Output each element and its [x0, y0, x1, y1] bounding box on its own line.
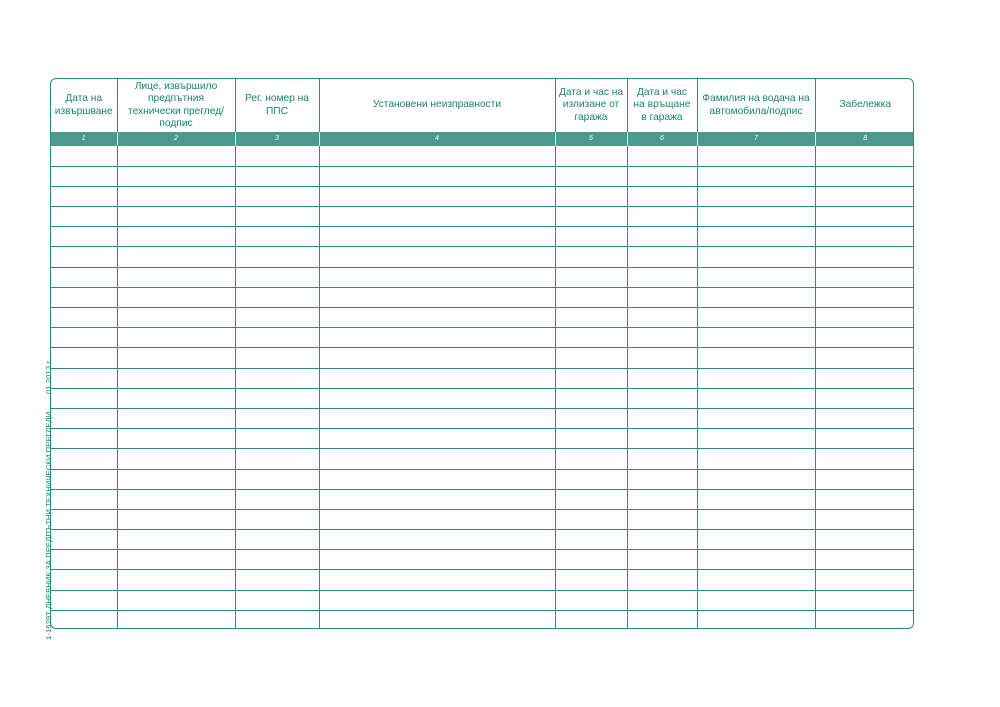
table-cell: [555, 146, 627, 166]
table-cell: [627, 388, 697, 408]
table-cell: [235, 408, 319, 428]
table-cell: [697, 207, 815, 227]
table-cell: [555, 267, 627, 287]
table-cell: [815, 186, 914, 206]
table-cell: [319, 530, 555, 550]
table-cell: [51, 247, 117, 267]
table-cell: [555, 247, 627, 267]
table-cell: [319, 328, 555, 348]
table-cell: [117, 550, 235, 570]
table-cell: [627, 449, 697, 469]
col-number-4: 4: [319, 132, 555, 146]
table-cell: [697, 287, 815, 307]
table-cell: [235, 348, 319, 368]
table-cell: [51, 489, 117, 509]
table-cell: [697, 267, 815, 287]
table-row: [51, 247, 914, 267]
col-header-departure: Дата и час на излизане от гаража: [555, 79, 627, 132]
table-cell: [117, 146, 235, 166]
table-cell: [319, 287, 555, 307]
table-cell: [697, 328, 815, 348]
table-cell: [51, 348, 117, 368]
table-cell: [51, 207, 117, 227]
table-row: [51, 429, 914, 449]
table-row: [51, 287, 914, 307]
table-cell: [815, 449, 914, 469]
table-cell: [235, 570, 319, 590]
col-header-defects: Установени неизправности: [319, 79, 555, 132]
table-cell: [51, 388, 117, 408]
table-cell: [117, 207, 235, 227]
table-row: [51, 570, 914, 590]
table-cell: [627, 287, 697, 307]
table-cell: [555, 469, 627, 489]
table-cell: [627, 610, 697, 629]
table-cell: [555, 530, 627, 550]
table-cell: [555, 166, 627, 186]
table-cell: [627, 267, 697, 287]
table-cell: [51, 449, 117, 469]
log-entry-rows: [51, 146, 914, 629]
table-cell: [697, 227, 815, 247]
table-cell: [815, 509, 914, 529]
table-cell: [627, 247, 697, 267]
table-cell: [117, 247, 235, 267]
table-cell: [51, 227, 117, 247]
table-cell: [235, 267, 319, 287]
table-cell: [51, 429, 117, 449]
table-cell: [555, 388, 627, 408]
table-cell: [555, 348, 627, 368]
log-table-frame: [50, 78, 914, 629]
table-cell: [697, 348, 815, 368]
table-cell: [319, 429, 555, 449]
table-cell: [235, 166, 319, 186]
table-cell: [235, 489, 319, 509]
table-cell: [117, 570, 235, 590]
table-cell: [319, 610, 555, 629]
table-cell: [697, 308, 815, 328]
table-cell: [697, 146, 815, 166]
table-cell: [51, 408, 117, 428]
table-cell: [697, 550, 815, 570]
table-cell: [117, 227, 235, 247]
table-row: [51, 328, 914, 348]
table-cell: [319, 308, 555, 328]
table-row: [51, 469, 914, 489]
table-cell: [697, 590, 815, 610]
table-cell: [117, 348, 235, 368]
col-number-6: 6: [627, 132, 697, 146]
table-row: [51, 550, 914, 570]
table-cell: [555, 227, 627, 247]
table-cell: [815, 207, 914, 227]
table-cell: [51, 530, 117, 550]
table-cell: [815, 166, 914, 186]
table-cell: [51, 287, 117, 307]
table-row: [51, 449, 914, 469]
table-cell: [815, 227, 914, 247]
table-cell: [235, 368, 319, 388]
col-header-date: Дата на извършване: [54, 93, 113, 117]
table-cell: [117, 287, 235, 307]
table-cell: [555, 308, 627, 328]
table-cell: [815, 469, 914, 489]
table-cell: [319, 570, 555, 590]
table-cell: [627, 308, 697, 328]
table-row: [51, 186, 914, 206]
table-cell: [627, 207, 697, 227]
table-cell: [117, 509, 235, 529]
table-cell: [51, 166, 117, 186]
table-cell: [697, 186, 815, 206]
table-cell: [627, 570, 697, 590]
table-cell: [815, 489, 914, 509]
table-cell: [555, 368, 627, 388]
table-cell: [555, 509, 627, 529]
table-cell: [697, 489, 815, 509]
table-cell: [697, 449, 815, 469]
table-cell: [555, 328, 627, 348]
table-cell: [319, 509, 555, 529]
table-cell: [697, 469, 815, 489]
table-cell: [235, 207, 319, 227]
table-cell: [815, 267, 914, 287]
table-cell: [117, 429, 235, 449]
table-cell: [555, 610, 627, 629]
form-date-label: 01.2013 г.: [44, 359, 53, 394]
table-cell: [697, 610, 815, 629]
table-cell: [555, 489, 627, 509]
table-cell: [627, 186, 697, 206]
table-cell: [627, 348, 697, 368]
table-cell: [697, 368, 815, 388]
table-cell: [235, 530, 319, 550]
table-row: [51, 610, 914, 629]
table-cell: [627, 590, 697, 610]
table-cell: [51, 146, 117, 166]
table-cell: [235, 429, 319, 449]
table-cell: [815, 146, 914, 166]
table-cell: [627, 530, 697, 550]
table-row: [51, 166, 914, 186]
table-cell: [815, 287, 914, 307]
table-cell: [235, 146, 319, 166]
table-cell: [319, 368, 555, 388]
col-header-reg-number: Рег. номер на ППС: [235, 79, 319, 132]
col-header-return: Дата и час на връщане в гаража: [627, 79, 697, 132]
table-cell: [815, 429, 914, 449]
table-row: [51, 388, 914, 408]
table-row: [51, 509, 914, 529]
table-cell: [235, 469, 319, 489]
table-cell: [815, 570, 914, 590]
table-cell: [117, 267, 235, 287]
col-number-2: 2: [117, 132, 235, 146]
table-cell: [235, 186, 319, 206]
table-cell: [627, 489, 697, 509]
table-row: [51, 489, 914, 509]
table-cell: [117, 590, 235, 610]
table-cell: [555, 207, 627, 227]
table-cell: [51, 186, 117, 206]
table-row: [51, 348, 914, 368]
table-cell: [51, 509, 117, 529]
column-header-row: [51, 79, 914, 132]
table-cell: [319, 207, 555, 227]
table-cell: [627, 550, 697, 570]
inspection-log-table: [51, 79, 914, 629]
table-cell: [319, 166, 555, 186]
table-cell: [51, 610, 117, 629]
table-cell: [697, 530, 815, 550]
col-header-inspector: Лице, извършило предпътния технически преглед/подпис: [117, 79, 235, 132]
table-cell: [51, 550, 117, 570]
table-cell: [815, 610, 914, 629]
table-cell: [697, 509, 815, 529]
table-cell: [627, 166, 697, 186]
table-cell: [51, 368, 117, 388]
table-cell: [627, 429, 697, 449]
table-cell: [319, 247, 555, 267]
table-cell: [627, 328, 697, 348]
table-cell: [815, 328, 914, 348]
col-header-driver: Фамилия на водача на автомобила/подпис: [697, 79, 815, 132]
table-cell: [51, 469, 117, 489]
table-cell: [117, 308, 235, 328]
table-cell: [697, 247, 815, 267]
table-cell: [627, 146, 697, 166]
table-cell: [235, 287, 319, 307]
table-cell: [555, 429, 627, 449]
table-cell: [319, 388, 555, 408]
table-cell: [319, 489, 555, 509]
table-cell: [697, 388, 815, 408]
table-cell: [117, 388, 235, 408]
table-cell: [555, 408, 627, 428]
table-cell: [117, 328, 235, 348]
table-cell: [815, 348, 914, 368]
table-cell: [815, 388, 914, 408]
table-row: [51, 227, 914, 247]
table-row: [51, 146, 914, 166]
table-cell: [235, 610, 319, 629]
table-cell: [627, 408, 697, 428]
table-cell: [235, 227, 319, 247]
table-cell: [555, 449, 627, 469]
table-row: [51, 408, 914, 428]
table-cell: [555, 186, 627, 206]
table-cell: [815, 408, 914, 428]
table-cell: [235, 247, 319, 267]
column-number-band: [51, 132, 914, 146]
table-cell: [815, 590, 914, 610]
table-cell: [697, 570, 815, 590]
table-cell: [319, 348, 555, 368]
table-cell: [117, 530, 235, 550]
table-cell: [117, 489, 235, 509]
table-row: [51, 207, 914, 227]
table-cell: [117, 186, 235, 206]
col-number-1: 1: [51, 132, 117, 146]
table-cell: [697, 429, 815, 449]
table-cell: [51, 308, 117, 328]
table-cell: [555, 550, 627, 570]
table-cell: [235, 388, 319, 408]
table-cell: [235, 550, 319, 570]
table-cell: [319, 590, 555, 610]
table-cell: [555, 570, 627, 590]
table-cell: [319, 469, 555, 489]
table-cell: [627, 469, 697, 489]
col-number-8: 8: [815, 132, 914, 146]
table-cell: [697, 408, 815, 428]
col-number-7: 7: [697, 132, 815, 146]
table-cell: [555, 287, 627, 307]
table-cell: [117, 610, 235, 629]
table-cell: [235, 328, 319, 348]
table-row: [51, 267, 914, 287]
table-cell: [319, 227, 555, 247]
table-cell: [319, 146, 555, 166]
table-cell: [51, 590, 117, 610]
table-cell: [815, 247, 914, 267]
table-cell: [117, 408, 235, 428]
form-title-label: 1-1629Т ДНЕВНИК ЗА ПРЕДПЪТНИ ТЕХНИЧЕСКИ ПРЕГЛЕДИ: [44, 411, 53, 640]
table-cell: [235, 308, 319, 328]
table-cell: [697, 166, 815, 186]
table-cell: [51, 267, 117, 287]
table-cell: [319, 449, 555, 469]
table-cell: [319, 267, 555, 287]
table-cell: [235, 449, 319, 469]
table-cell: [319, 550, 555, 570]
table-cell: [235, 590, 319, 610]
table-cell: [319, 408, 555, 428]
table-cell: [815, 308, 914, 328]
table-cell: [51, 328, 117, 348]
table-cell: [117, 449, 235, 469]
table-cell: [627, 227, 697, 247]
table-cell: [815, 368, 914, 388]
table-row: [51, 530, 914, 550]
table-cell: [815, 530, 914, 550]
table-cell: [319, 186, 555, 206]
table-cell: [117, 469, 235, 489]
table-cell: [117, 166, 235, 186]
table-cell: [235, 509, 319, 529]
table-cell: [117, 368, 235, 388]
table-cell: [627, 368, 697, 388]
table-row: [51, 368, 914, 388]
col-header-note: Забележка: [815, 79, 914, 132]
table-cell: [815, 550, 914, 570]
table-cell: [555, 590, 627, 610]
table-cell: [51, 570, 117, 590]
table-cell: [627, 509, 697, 529]
table-row: [51, 590, 914, 610]
col-number-5: 5: [555, 132, 627, 146]
col-number-3: 3: [235, 132, 319, 146]
table-row: [51, 308, 914, 328]
